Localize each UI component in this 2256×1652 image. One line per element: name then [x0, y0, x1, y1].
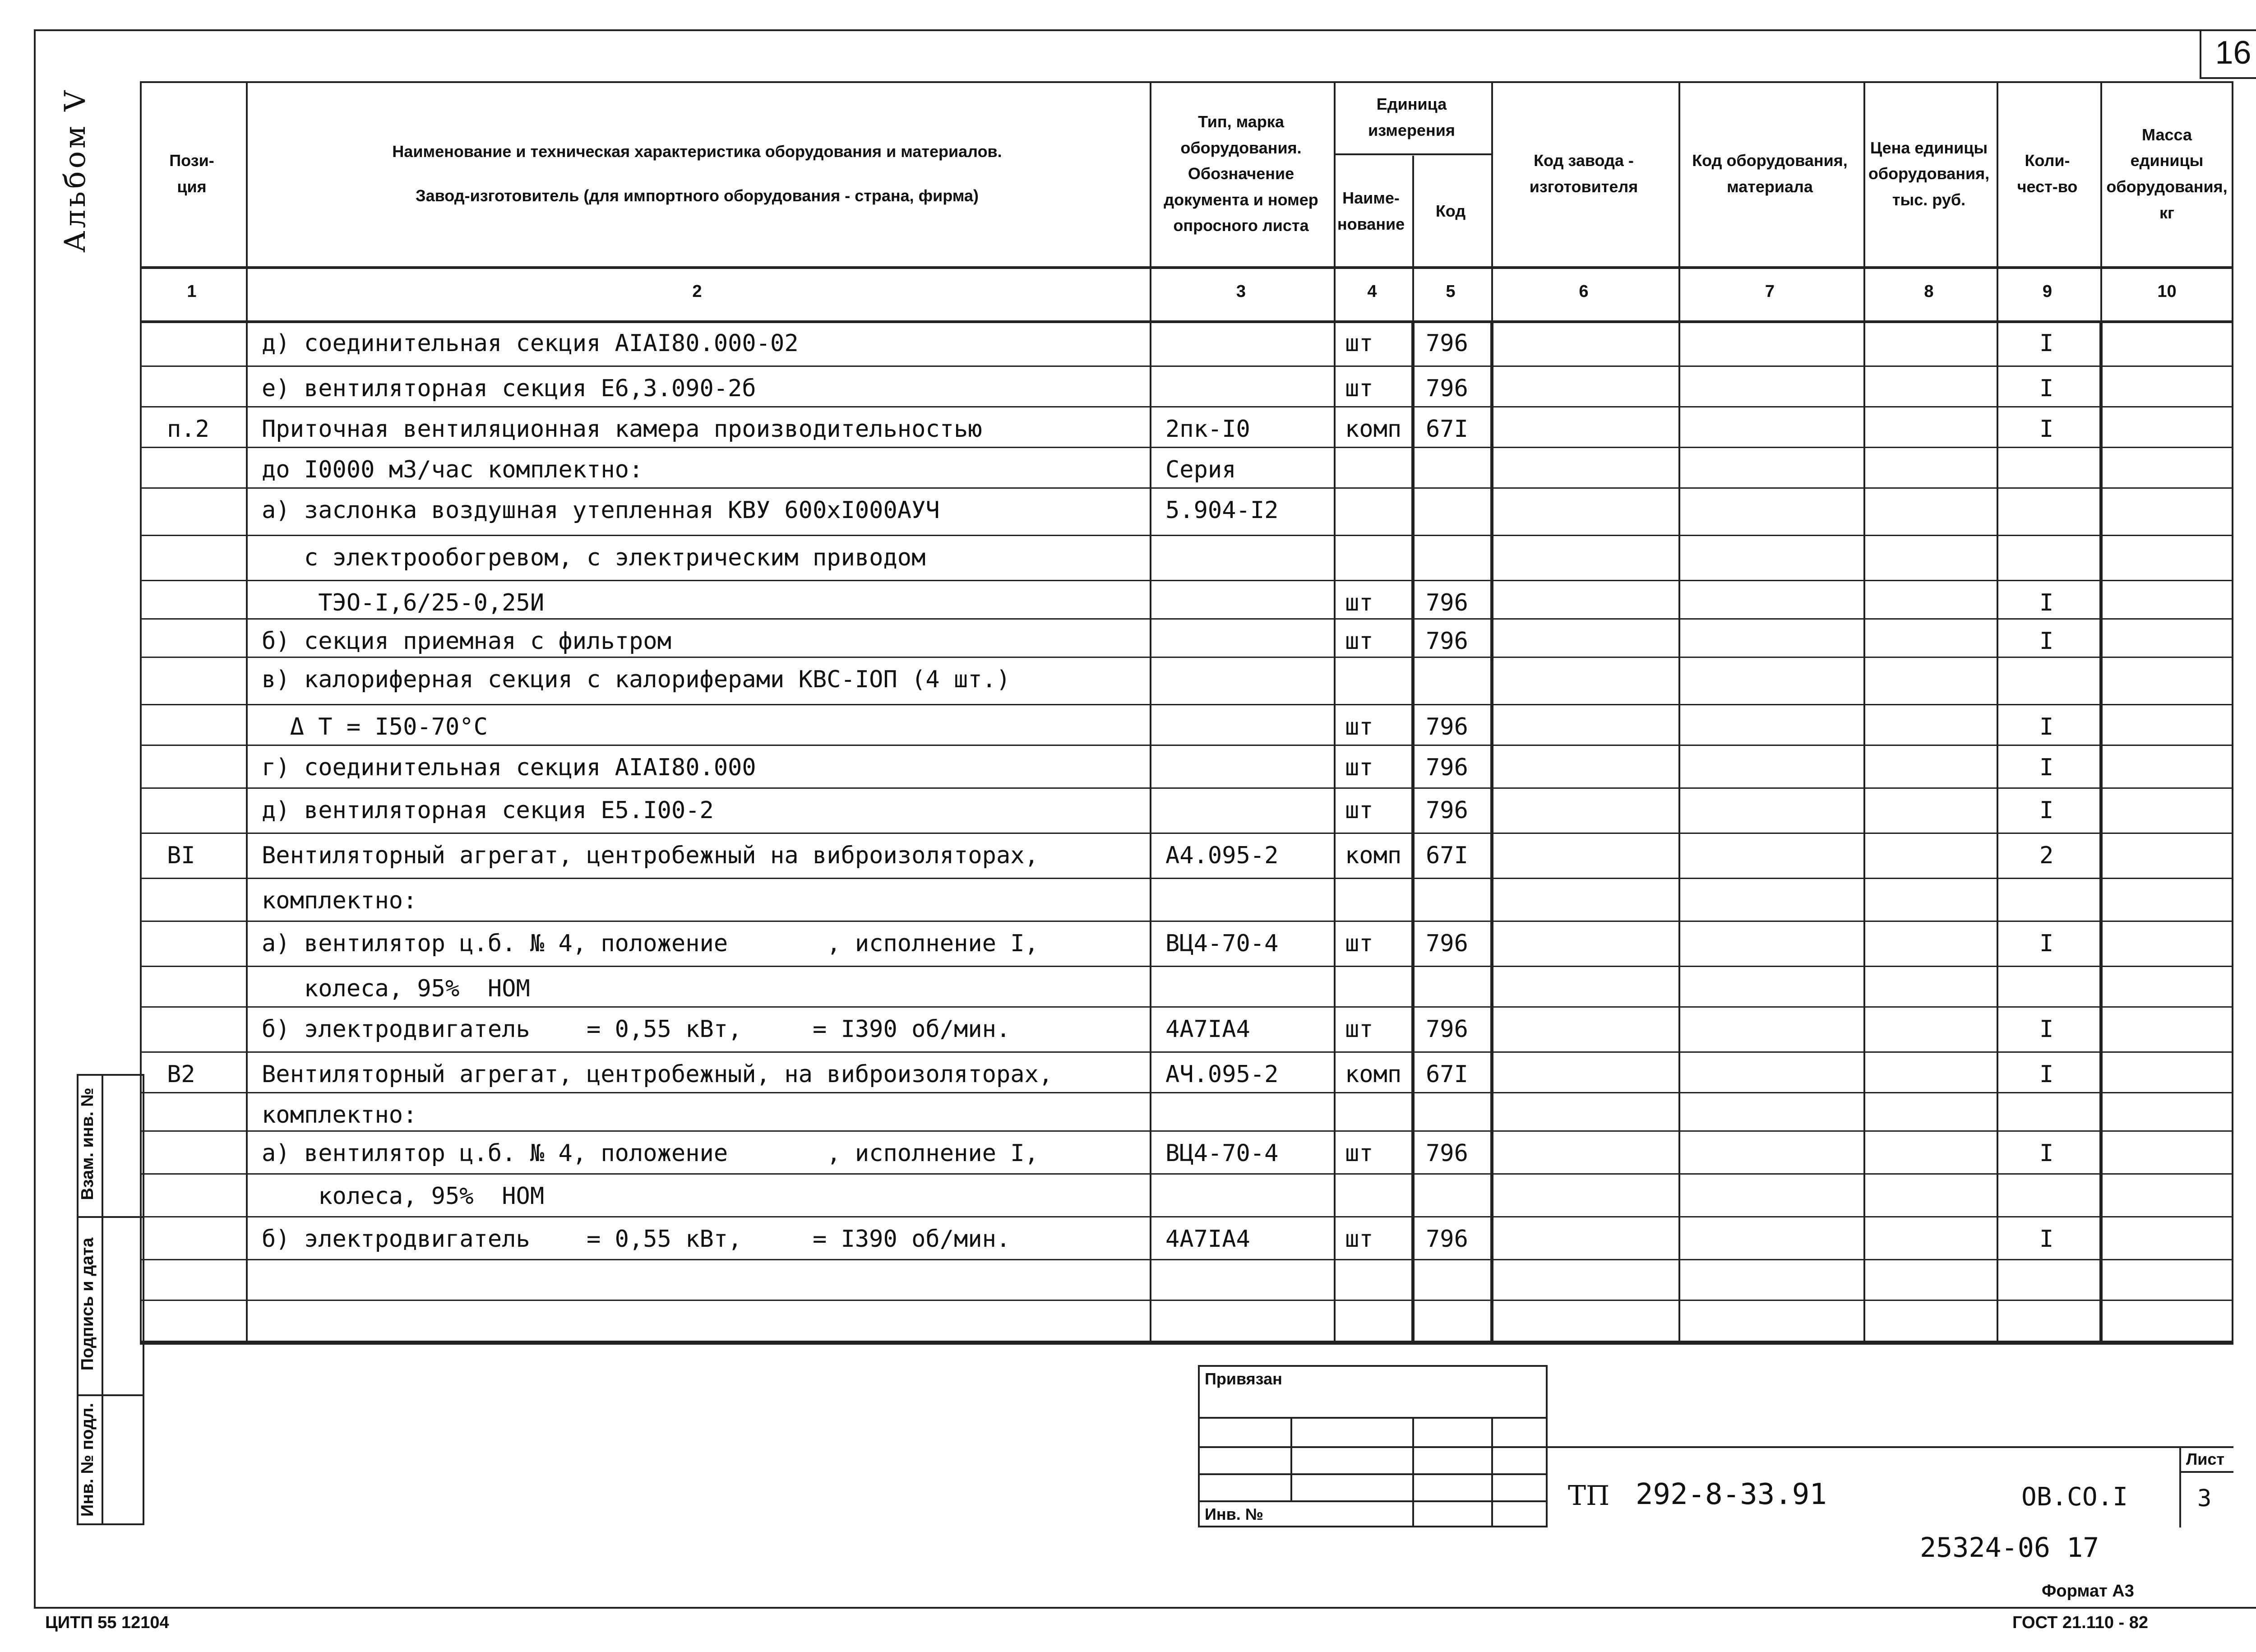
table-row-line: [140, 704, 2233, 705]
row-type: ВЦ4-70-4: [1165, 930, 1279, 957]
row-name: а) вентилятор ц.б. № 4, положение , исполнение I,: [262, 1140, 1039, 1167]
row-type: ВЦ4-70-4: [1165, 1140, 1279, 1167]
header-unit-text: Единица измерения: [1368, 95, 1455, 139]
row-code: 796: [1426, 375, 1468, 402]
row-name: е) вентиляторная секция Е6,3.090-2б: [262, 375, 756, 402]
row-code: 796: [1426, 1016, 1468, 1043]
row-name: Δ Т = I50-70°С: [262, 713, 488, 740]
table-code-bold-left: [1411, 320, 1415, 1342]
header-mass-text: Масса единицы оборудования, кг: [2106, 125, 2228, 222]
table-column-line: [1150, 81, 1151, 1342]
sidebar-divider-v: [102, 1074, 103, 1525]
header-equipment-code-text: Код оборудования, материала: [1692, 151, 1848, 196]
colnum-8: 8: [1924, 282, 1934, 301]
archive-number: 25324-06 17: [1920, 1532, 2099, 1564]
header-mass: [2100, 81, 2233, 266]
row-position: ВI: [167, 842, 195, 869]
header-factory-code: [1491, 81, 1676, 266]
row-name: а) заслонка воздушная утепленная КВУ 600хI000АУЧ: [262, 497, 940, 524]
header-type-text: Тип, марка оборудования. Обозначение документа и номер опросного листа: [1164, 112, 1318, 235]
table-column-line: [1334, 81, 1336, 1342]
row-unit: шт: [1345, 589, 1373, 616]
row-unit: шт: [1345, 754, 1373, 781]
row-name: Вентиляторный агрегат, центробежный на виброизоляторах,: [262, 842, 1039, 869]
stamp-section: ОВ.СО.I: [2021, 1482, 2128, 1512]
header-price-text: Цена единицы оборудования, тыс. руб.: [1868, 138, 1990, 209]
row-code: 67I: [1426, 416, 1468, 443]
table-row-line: [140, 487, 2233, 489]
stamp-list-line: [2179, 1471, 2233, 1473]
row-code: 67I: [1426, 1061, 1468, 1088]
table-row-line: [140, 1130, 2233, 1132]
table-number-row-bottom: [140, 320, 2233, 323]
row-name: колеса, 95% НОМ: [262, 1183, 545, 1210]
row-name: комплектно:: [262, 887, 417, 914]
stamp-line-2: [1198, 1446, 1548, 1448]
row-quantity: I: [2039, 628, 2054, 655]
row-quantity: 2: [2039, 842, 2054, 869]
row-unit: шт: [1345, 1140, 1373, 1167]
row-position: В2: [167, 1061, 195, 1088]
table-row-line: [140, 580, 2233, 581]
stamp-list-value: 3: [2197, 1485, 2212, 1512]
row-name: д) вентиляторная секция Е5.I00-2: [262, 797, 714, 824]
row-quantity: I: [2039, 1226, 2054, 1253]
row-code: 67I: [1426, 842, 1468, 869]
header-name: [246, 81, 1148, 266]
table-column-line: [1997, 81, 1998, 1342]
table-row-line: [140, 1092, 2233, 1093]
stamp-list-label: Лист: [2186, 1450, 2225, 1468]
album-label: Альбом V: [59, 88, 92, 253]
row-type: 4А7IА4: [1165, 1226, 1250, 1253]
colnum-7: 7: [1765, 282, 1775, 301]
header-unit-name-text: Наиме-нование: [1337, 188, 1405, 233]
row-unit: шт: [1345, 797, 1373, 824]
row-code: 796: [1426, 1140, 1468, 1167]
row-quantity: I: [2039, 1016, 2054, 1043]
table-row-line: [140, 1173, 2233, 1175]
table-body-bottom: [140, 1342, 2233, 1345]
row-type: АЧ.095-2: [1165, 1061, 1279, 1088]
table-row-line: [140, 366, 2233, 367]
table-row-line: [140, 921, 2233, 922]
header-factory-code-text: Код завода - изготовителя: [1529, 151, 1638, 196]
row-quantity: I: [2039, 754, 2054, 781]
row-unit: шт: [1345, 628, 1373, 655]
row-type: А4.095-2: [1165, 842, 1279, 869]
stamp-doc-code: ТП: [1568, 1480, 1610, 1512]
row-unit: шт: [1345, 930, 1373, 957]
table-row-line: [140, 1216, 2233, 1217]
row-quantity: I: [2039, 930, 2054, 957]
stamp-vline-2: [1412, 1417, 1414, 1527]
stamp-line-1: [1198, 1417, 1548, 1419]
row-code: 796: [1426, 589, 1468, 616]
header-name-line1: Наименование и техническая характеристика оборудования и материалов.: [392, 142, 1002, 161]
row-unit: комп: [1345, 1061, 1402, 1088]
row-name: б) секция приемная с фильтром: [262, 628, 671, 655]
row-quantity: I: [2039, 589, 2054, 616]
row-type: Серия: [1165, 456, 1236, 483]
table-column-line: [1863, 81, 1865, 1342]
row-name: колеса, 95% НОМ: [262, 975, 530, 1002]
table-row-line: [140, 833, 2233, 834]
table-unit-split: [1334, 153, 1491, 155]
header-unit: [1334, 81, 1489, 153]
table-row-line: [140, 1051, 2233, 1053]
row-unit: комп: [1345, 416, 1402, 443]
row-unit: шт: [1345, 375, 1373, 402]
row-name: б) электродвигатель = 0,55 кВт, = I390 об/мин.: [262, 1226, 1011, 1253]
row-code: 796: [1426, 628, 1468, 655]
row-name: с электрообогревом, с электрическим приводом: [262, 544, 926, 571]
header-price: [1863, 81, 1994, 266]
row-unit: шт: [1345, 1226, 1373, 1253]
colnum-4: 4: [1367, 282, 1377, 301]
sidebar-inv-label: Инв. № подл.: [78, 1402, 97, 1517]
header-equipment-code: [1678, 81, 1861, 266]
header-unit-code: [1412, 156, 1489, 266]
colnum-5: 5: [1446, 282, 1456, 301]
header-quantity: [1997, 81, 2098, 266]
stamp-privyazan: Привязан: [1205, 1370, 1282, 1388]
sidebar-signature-label: Подпись и дата: [78, 1237, 97, 1371]
row-name: а) вентилятор ц.б. № 4, положение , исполнение I,: [262, 930, 1039, 957]
sidebar-vzam-label: Взам. инв. №: [78, 1087, 97, 1200]
table-qty-bold-right: [2099, 320, 2103, 1342]
row-code: 796: [1426, 1226, 1468, 1253]
header-unit-name: [1334, 156, 1408, 266]
stamp-list-divider: [2179, 1446, 2181, 1527]
table-row-line: [140, 406, 2233, 407]
table-column-line: [246, 81, 248, 1342]
header-unit-code-text: Код: [1435, 201, 1466, 220]
table-row-line: [140, 447, 2233, 448]
table-row-line: [140, 966, 2233, 967]
table-row-line: [140, 1259, 2233, 1260]
table-row-line: [140, 1006, 2233, 1008]
stamp-vline-1: [1290, 1417, 1292, 1500]
colnum-3: 3: [1236, 282, 1246, 301]
row-name: Вентиляторный агрегат, центробежный, на виброизоляторах,: [262, 1061, 1053, 1088]
row-name: комплектно:: [262, 1101, 417, 1129]
page-number: 16: [2200, 29, 2256, 79]
header-position: [140, 81, 244, 266]
row-name: Приточная вентиляционная камера производительностью: [262, 416, 982, 443]
row-name: г) соединительная секция АIАI80.000: [262, 754, 756, 781]
table-column-line: [1678, 81, 1680, 1342]
colnum-6: 6: [1579, 282, 1589, 301]
row-code: 796: [1426, 930, 1468, 957]
stamp-doc-top: [1548, 1446, 2233, 1448]
row-quantity: I: [2039, 330, 2054, 357]
row-code: 796: [1426, 797, 1468, 824]
row-quantity: I: [2039, 1061, 2054, 1088]
table-header-bottom: [140, 266, 2233, 269]
table-row-line: [140, 787, 2233, 789]
table-row-line: [140, 618, 2233, 620]
header-type: [1150, 81, 1332, 266]
table-row-line: [140, 1300, 2233, 1301]
row-position: п.2: [167, 416, 209, 443]
table-code-bold-right: [1490, 320, 1493, 1342]
row-name: б) электродвигатель = 0,55 кВт, = I390 об/мин.: [262, 1016, 1011, 1043]
row-name: в) калориферная секция с калориферами КВС-IОП (4 шт.): [262, 666, 1011, 693]
row-unit: шт: [1345, 330, 1373, 357]
format-label: Формат А3: [2042, 1582, 2134, 1601]
header-position-text: Пози- ция: [169, 151, 214, 196]
row-code: 796: [1426, 713, 1468, 740]
row-type: 2пк-I0: [1165, 416, 1250, 443]
row-type: 5.904-I2: [1165, 497, 1279, 524]
table-row-line: [140, 878, 2233, 879]
gost-label: ГОСТ 21.110 - 82: [2012, 1613, 2149, 1632]
stamp-vline-3: [1491, 1417, 1493, 1527]
citp-label: ЦИТП 55 12104: [45, 1613, 169, 1632]
row-code: 796: [1426, 754, 1468, 781]
row-quantity: I: [2039, 416, 2054, 443]
row-quantity: I: [2039, 713, 2054, 740]
row-quantity: I: [2039, 375, 2054, 402]
row-type: 4А7IА4: [1165, 1016, 1250, 1043]
table-row-line: [140, 657, 2233, 658]
row-quantity: I: [2039, 797, 2054, 824]
colnum-2: 2: [692, 282, 702, 301]
header-name-line2: Завод-изготовитель (для импортного оборудования - страна, фирма): [416, 186, 979, 205]
row-unit: шт: [1345, 1016, 1373, 1043]
row-name: ТЭО-I,6/25-0,25И: [262, 589, 545, 616]
row-quantity: I: [2039, 1140, 2054, 1167]
stamp-line-3: [1198, 1473, 1548, 1475]
colnum-1: 1: [187, 282, 197, 301]
colnum-9: 9: [2042, 282, 2053, 301]
row-name: д) соединительная секция АIАI80.000-02: [262, 330, 799, 357]
row-code: 796: [1426, 330, 1468, 357]
row-unit: шт: [1345, 713, 1373, 740]
colnum-10: 10: [2157, 282, 2177, 301]
table-row-line: [140, 535, 2233, 536]
row-name: до I0000 м3/час комплектно:: [262, 456, 643, 483]
stamp-line-4: [1198, 1500, 1548, 1502]
row-unit: комп: [1345, 842, 1402, 869]
table-row-line: [140, 745, 2233, 746]
stamp-inv-no: Инв. №: [1205, 1505, 1263, 1523]
stamp-doc-number: 292-8-33.91: [1636, 1478, 1827, 1511]
header-quantity-text: Коли-чест-во: [2017, 151, 2078, 196]
